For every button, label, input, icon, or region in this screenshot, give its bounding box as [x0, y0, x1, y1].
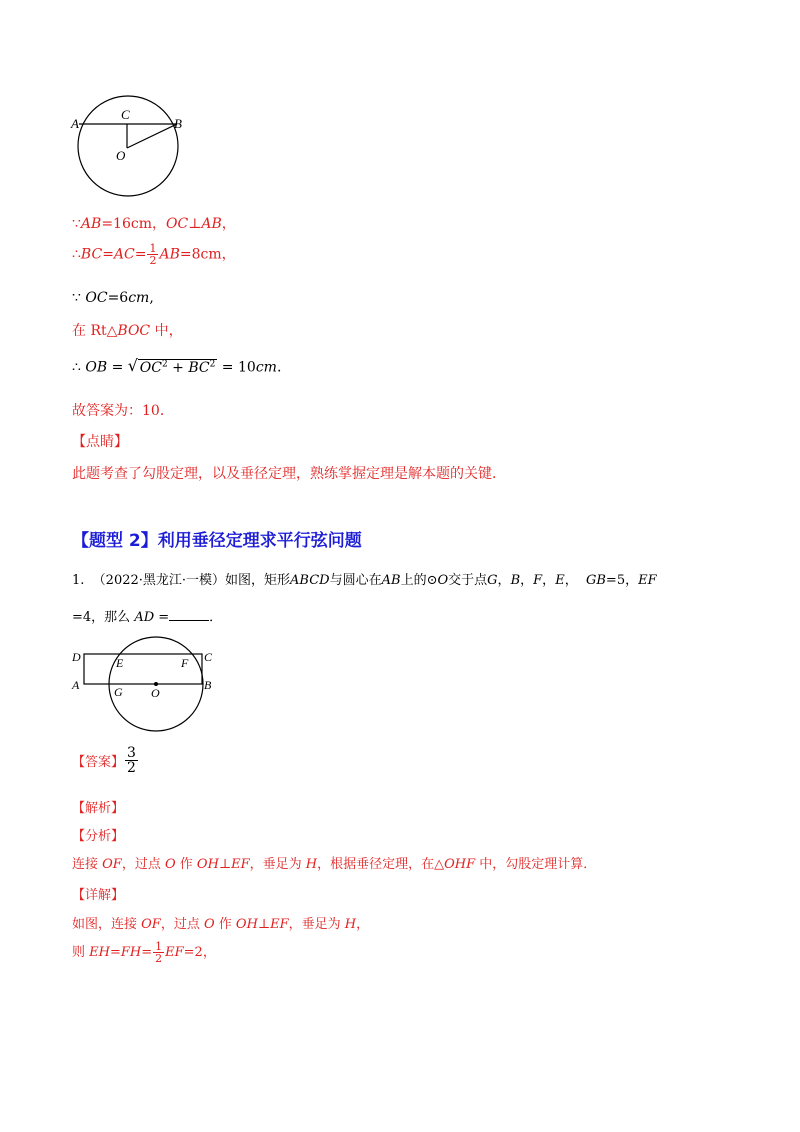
- label-b: B: [174, 116, 182, 131]
- answer-fraction: $\frac{3}{2}$: [127, 745, 136, 776]
- label-d: D: [72, 650, 81, 664]
- fenxi-text: 连接 OF，过点 O 作 OH⊥EF，垂足为 H，根据垂径定理，在△OHF 中，勾股定理计算．: [72, 857, 597, 872]
- final-answer-line: 故答案为：10．: [72, 403, 174, 419]
- question-line-2: =4，那么 AD = ．: [72, 610, 223, 625]
- section-heading: 【题型 2】利用垂径定理求平行弦问题: [72, 531, 362, 551]
- label-a-2: A: [72, 678, 80, 692]
- label-f: F: [181, 656, 189, 670]
- sqrt-expression: √ $OC^2 + BC^2$: [127, 356, 216, 376]
- label-c-2: C: [204, 650, 213, 664]
- label-o: O: [116, 148, 126, 163]
- dianjing-label: 【点睛】: [72, 434, 128, 450]
- label-b-2: B: [204, 678, 212, 692]
- solution-line-4: 在 Rt△BOC 中，: [72, 323, 183, 339]
- fraction-half-2: $\frac{1}{2}$: [155, 940, 163, 965]
- solution-line-5: ∴ OB = √ $OC^2 + BC^2 = 10cm$.: [72, 356, 282, 376]
- label-o-2: O: [151, 686, 160, 700]
- solution-line-2: ∴BC=AC= $\frac{1}{2}$ AB=8cm，: [72, 242, 236, 267]
- rectangle-circle-figure: [70, 633, 220, 738]
- xiangjie-line-2: 则 EH=FH= $\frac{1}{2}$ EF=2，: [72, 940, 216, 965]
- fenxi-label: 【分析】: [72, 829, 125, 844]
- answer-blank: [169, 608, 209, 621]
- solution-line-1: ∵AB=16cm，OC⊥AB，: [72, 216, 236, 232]
- analysis-label: 【解析】: [72, 801, 125, 816]
- xiangjie-label: 【详解】: [72, 888, 125, 903]
- label-g: G: [114, 685, 123, 699]
- label-c: C: [121, 107, 130, 122]
- answer-line: 【答案】 $\frac{3}{2}$: [72, 745, 136, 776]
- question-line-1: 1. （2022·黑龙江·一模）如图，矩形ABCD与圆心在AB上的⊙O交于点G，B，F，E， GB=5，EF: [72, 573, 657, 588]
- fraction-half: $\frac{1}{2}$: [149, 242, 157, 267]
- xiangjie-line-1: 如图，连接 OF，过点 O 作 OH⊥EF，垂足为 H，: [72, 917, 370, 932]
- dianjing-text: 此题考查了勾股定理，以及垂径定理，熟练掌握定理是解本题的关键．: [72, 466, 506, 482]
- label-e: E: [116, 656, 124, 670]
- label-a: A: [71, 116, 79, 131]
- circle-figure-1: [70, 92, 190, 202]
- solution-line-3: ∵ OC=6cm,: [72, 290, 154, 306]
- segment-ob: [127, 124, 177, 148]
